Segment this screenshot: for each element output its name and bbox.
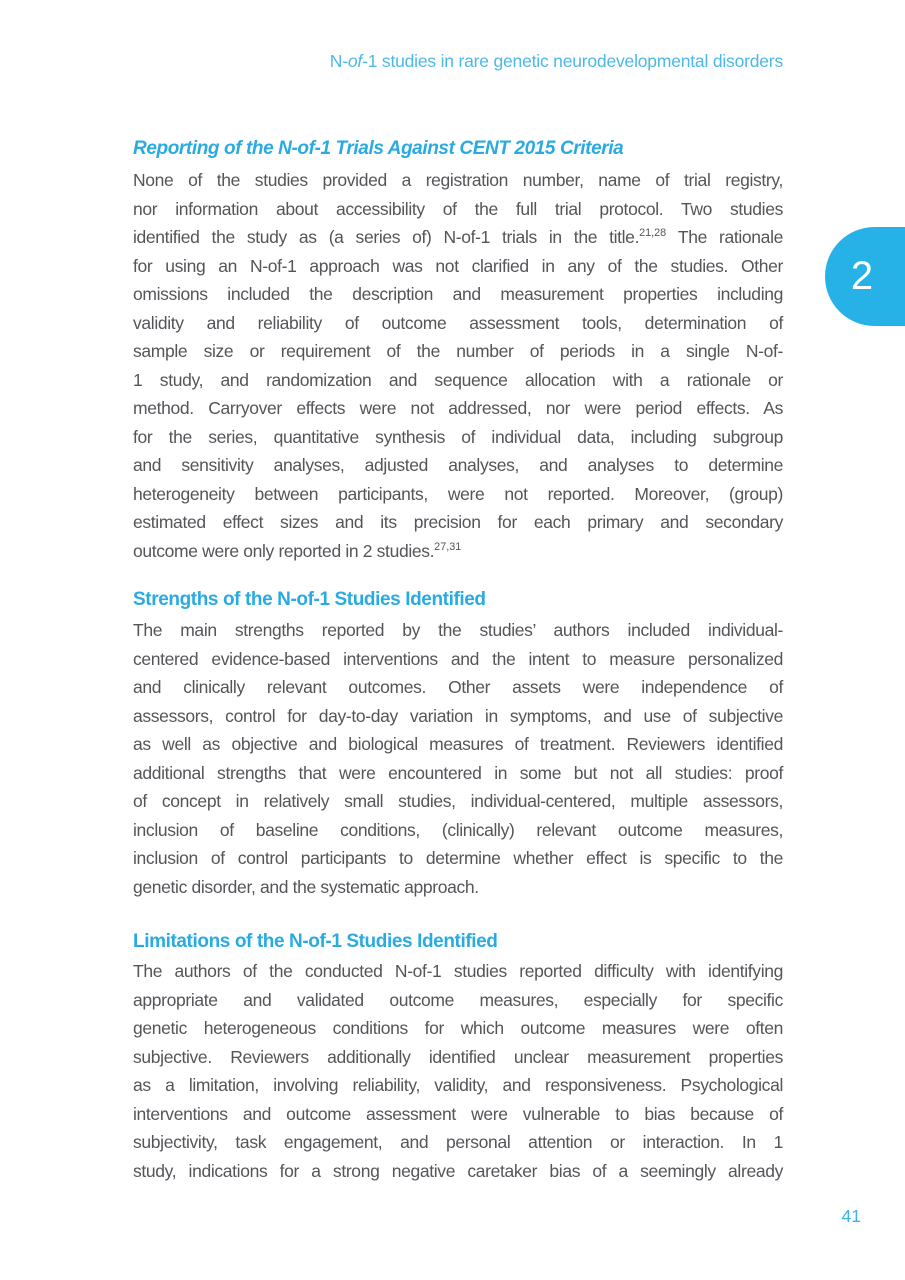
paragraph-line: study, indications for a strong negative caretaker bias of a seemingly already [133,1160,783,1181]
paragraph-line: outcome were only reported in 2 studies.$^{27,31}$ [133,540,462,561]
section-heading-strengths: Strengths of the N-of-1 Studies Identified [133,589,486,610]
paragraph-line: identified the study as (a series of) N-of-1 trials in the title.$^{21,28}$ The rationale [133,227,783,247]
paragraph-line: centered evidence-based interventions and the intent to measure personalized [133,648,783,669]
running-header: N-of-1 studies in rare genetic neurodevelopmental disorders [329,51,783,71]
paragraph-line: omissions included the description and measurement properties including [133,284,783,304]
paragraph-line: method. Carryover effects were not addressed, nor were period effects. As [133,398,783,418]
paragraph-line: heterogeneity between participants, were not reported. Moreover, (group) [133,483,783,504]
paragraph-line: appropriate and validated outcome measures, especially for specific [133,989,783,1010]
paragraph-line: subjective. Reviewers additionally identified unclear measurement properties [133,1046,783,1067]
paragraph-line: as well as objective and biological measures of treatment. Reviewers identified [133,734,783,754]
paragraph-reporting [133,166,783,565]
paragraph-line: as a limitation, involving reliability, validity, and responsiveness. Psychological [133,1075,783,1095]
chapter-tab [825,227,905,326]
chapter-number: 2 [850,254,874,298]
paragraph-line: interventions and outcome assessment were vulnerable to bias because of [133,1103,783,1124]
paragraph-limitations [133,957,783,1185]
paragraph-line: sample size or requirement of the number of periods in a single N-of- [133,341,783,361]
paragraph-line: and sensitivity analyses, adjusted analyses, and analyses to determine [133,455,783,475]
paragraph-strengths [133,616,783,901]
paragraph-line: inclusion of baseline conditions, (clinically) relevant outcome measures, [133,819,783,840]
paragraph-line: validity and reliability of outcome assessment tools, determination of [133,312,783,333]
page-number: 41 [841,1206,861,1226]
paragraph-line: additional strengths that were encountered in some but not all studies: proof [133,762,783,783]
section-heading-reporting: Reporting of the N-of-1 Trials Against CENT 2015 Criteria [133,138,624,159]
paragraph-line: and clinically relevant outcomes. Other assets were independence of [133,677,783,697]
paragraph-line: The main strengths reported by the studies’ authors included individual- [133,620,783,640]
paragraph-line: The authors of the conducted N-of-1 studies reported difficulty with identifying [133,961,783,981]
paragraph-line: of concept in relatively small studies, individual-centered, multiple assessors, [133,791,783,811]
paragraph-line: estimated effect sizes and its precision for each primary and secondary [133,512,783,532]
paragraph-line: for using an N-of-1 approach was not clarified in any of the studies. Other [133,255,783,276]
paragraph-line: genetic heterogeneous conditions for which outcome measures were often [133,1018,783,1038]
paragraph-line: 1 study, and randomization and sequence allocation with a rationale or [133,369,783,390]
paragraph-line: subjectivity, task engagement, and personal attention or interaction. In 1 [133,1132,783,1152]
paragraph-line: None of the studies provided a registration number, name of trial registry, [133,170,783,190]
paragraph-line: inclusion of control participants to determine whether effect is specific to the [133,848,783,868]
paragraph-line: genetic disorder, and the systematic approach. [133,876,479,897]
section-heading-limitations: Limitations of the N-of-1 Studies Identified [133,931,498,952]
paragraph-line: nor information about accessibility of the full trial protocol. Two studies [133,198,783,219]
paragraph-line: for the series, quantitative synthesis of individual data, including subgroup [133,426,783,447]
paragraph-line: assessors, control for day-to-day variation in symptoms, and use of subjective [133,705,783,726]
